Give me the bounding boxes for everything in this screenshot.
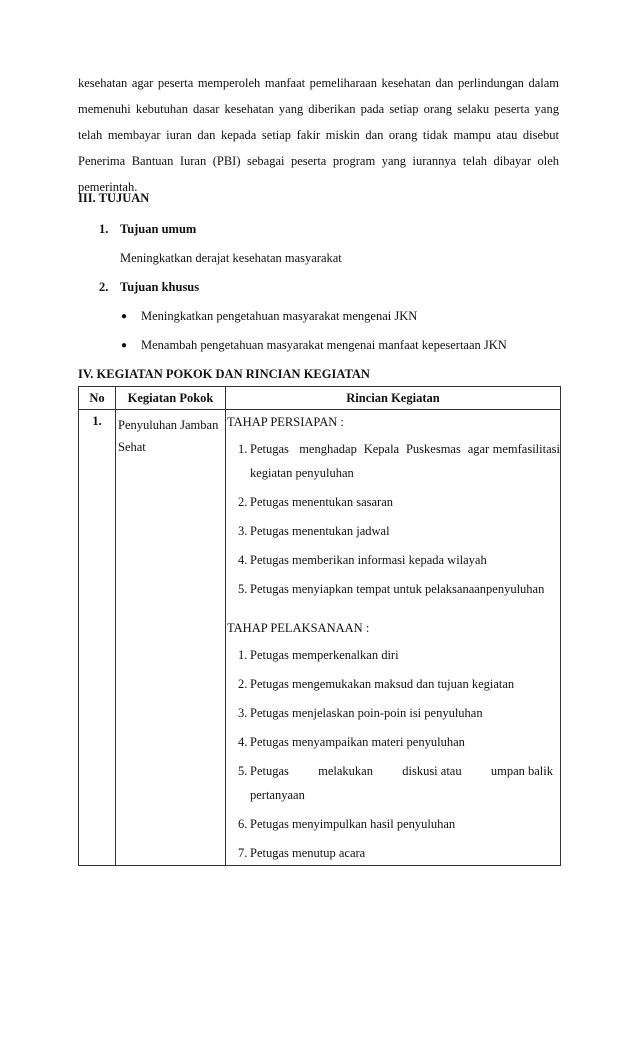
table-row xyxy=(79,410,561,866)
pelaksanaan-steps xyxy=(227,643,560,865)
phase-label-persiapan: TAHAP PERSIAPAN : xyxy=(227,415,344,429)
list-item: 5. Petugas melakukan diskusi atau umpan balik pertanyaan xyxy=(228,759,560,807)
spaced-step-line: Petugas melakukan diskusi atau umpan balik xyxy=(250,764,553,778)
list-item: 2. Petugas menentukan sasaran xyxy=(238,495,394,509)
header-kegiatan-pokok: Kegiatan Pokok xyxy=(116,387,226,410)
bullet-icon: ● xyxy=(121,311,128,322)
general-objective-number: 1. xyxy=(99,222,109,236)
row-kegiatan-pokok: Penyuluhan Jamban Sehat xyxy=(116,410,226,866)
specific-objective-label: Tujuan khusus xyxy=(120,280,200,294)
intro-paragraph: kesehatan agar peserta memperoleh manfaat pemeliharaan kesehatan dan perlindungan dalam memenuhi kebutuhan dasar kesehatan yang diberikan pada setiap orang selaku peserta yang telah membayar iuran dan kepada setiap fakir miskin dan orang tidak mampu atau disebut Penerima Bantuan Iuran (PBI) sebagai peserta program yang iurannya telah dibayar oleh pemerintah. xyxy=(78,76,559,194)
section-heading-tujuan: III. TUJUAN xyxy=(78,191,150,205)
list-item: 7. Petugas menutup acara xyxy=(238,846,366,860)
general-objective-text: Meningkatkan derajat kesehatan masyarakat xyxy=(120,251,342,265)
list-item: 1. Petugas memperkenalkan diri xyxy=(238,648,399,662)
phase-label-pelaksanaan: TAHAP PELAKSANAAN : xyxy=(227,621,370,635)
list-item: 4. Petugas menyampaikan materi penyuluhan xyxy=(238,735,465,749)
list-item: 4. Petugas memberikan informasi kepada wilayah xyxy=(238,553,487,567)
general-objective-label: Tujuan umum xyxy=(120,222,197,236)
persiapan-steps xyxy=(227,437,564,601)
specific-objective-bullet xyxy=(121,338,507,353)
list-item: 3. Petugas menjelaskan poin-poin isi penyuluhan xyxy=(238,706,483,720)
row-number: 1. xyxy=(79,410,116,866)
list-item: 2. Petugas mengemukakan maksud dan tujuan kegiatan xyxy=(238,677,515,691)
table-header-row xyxy=(79,387,561,410)
list-item: 1. Petugas menghadap Kepala Puskesmas agar memfasilitasi kegiatan penyuluhan xyxy=(238,442,564,480)
header-no: No xyxy=(79,387,116,410)
specific-objective-number: 2. xyxy=(99,280,109,294)
bullet-text: Menambah pengetahuan masyarakat mengenai manfaat kepesertaan JKN xyxy=(141,338,507,352)
specific-objective-title xyxy=(99,280,199,295)
header-rincian-kegiatan: Rincian Kegiatan xyxy=(226,387,561,410)
section-heading-kegiatan: IV. KEGIATAN POKOK DAN RINCIAN KEGIATAN xyxy=(78,367,370,381)
list-item: 5. Petugas menyiapkan tempat untuk pelaksanaanpenyuluhan xyxy=(238,582,545,596)
bullet-icon: ● xyxy=(121,340,128,351)
specific-objective-bullet xyxy=(121,309,417,324)
activity-table xyxy=(78,386,564,866)
row-rincian-kegiatan xyxy=(226,410,564,866)
bullet-text: Meningkatkan pengetahuan masyarakat mengenai JKN xyxy=(141,309,418,323)
list-item: 3. Petugas menentukan jadwal xyxy=(238,524,390,538)
list-item: 6. Petugas menyimpulkan hasil penyuluhan xyxy=(238,817,456,831)
general-objective-title xyxy=(99,222,196,237)
